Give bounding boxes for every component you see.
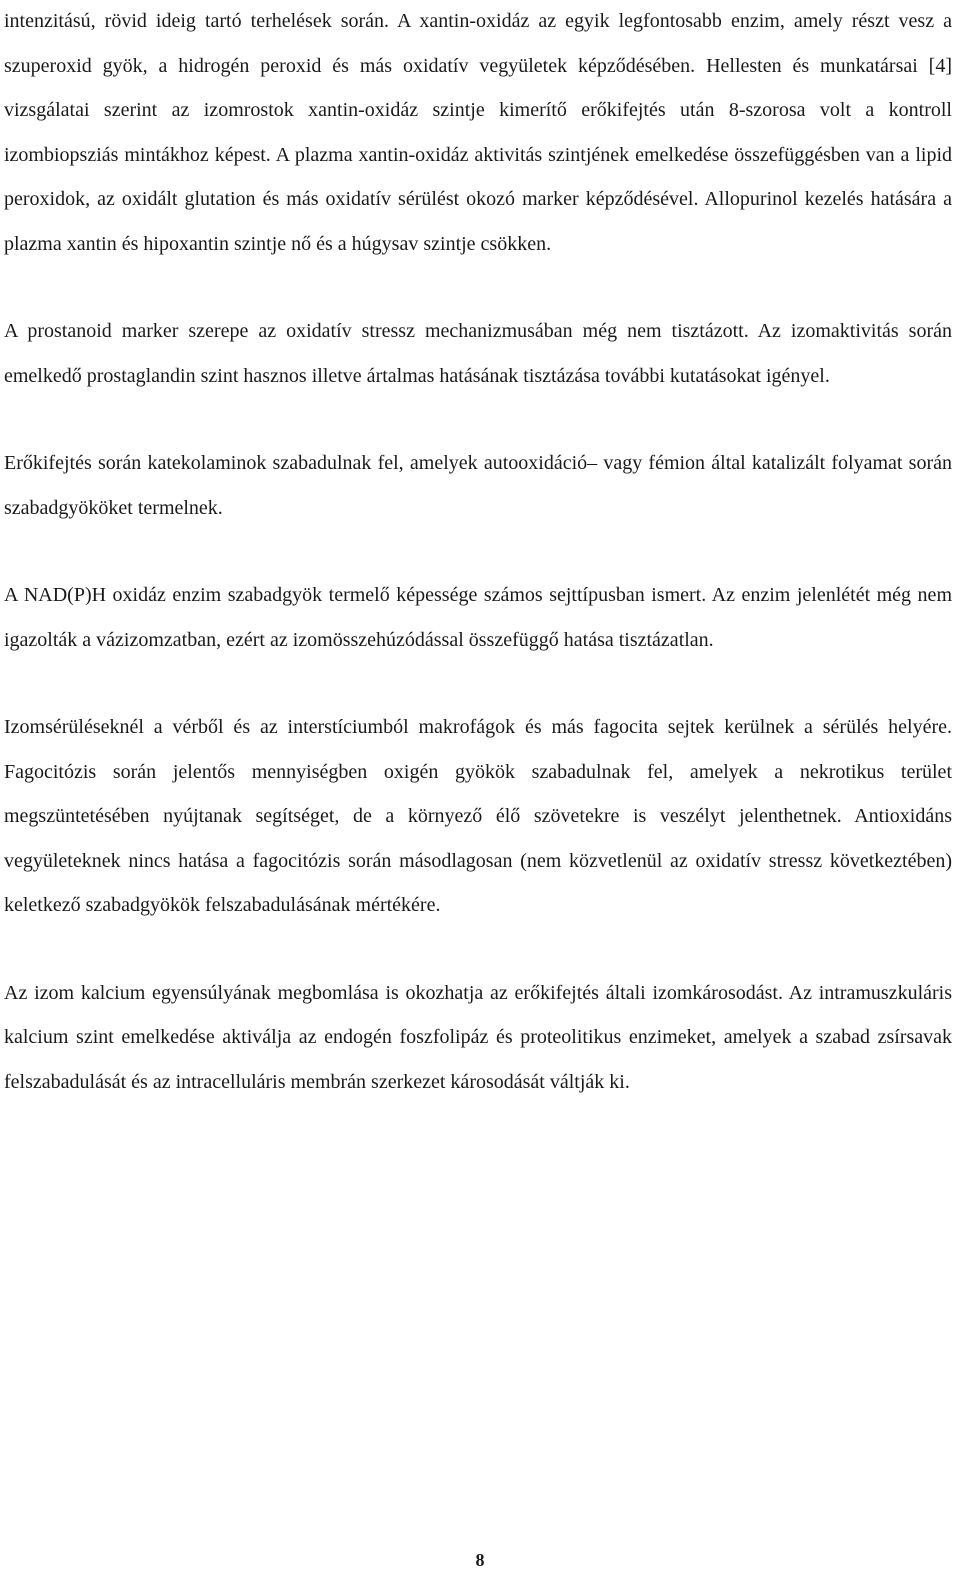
paragraph-gap <box>4 266 952 309</box>
paragraph-xanthine-oxidase: intenzitású, rövid ideig tartó terhelések során. A xantin-oxidáz az egyik legfontosabb enzim, amely részt vesz a szuperoxid gyök, a hidrogén peroxid és más oxidatív vegyületek képződésében. Hellesten és munkatársai [4] vizsgálatai szerint az izomrostok xantin-oxidáz szintje kimerítő erőkifejtés után 8-szorosa volt a kontroll izombiopsziás mintákhoz képest. A plazma xantin-oxidáz aktivitás szintjének emelkedése összefüggésben van a lipid peroxidok, az oxidált glutation és más oxidatív sérülést okozó marker képződésével. Allopurinol kezelés hatására a plazma xantin és hipoxantin szintje nő és a húgysav szintje csökken. <box>4 10 952 255</box>
paragraph-gap <box>4 662 952 705</box>
document-page <box>4 0 952 1104</box>
paragraph-catecholamines: Erőkifejtés során katekolaminok szabadulnak fel, amelyek autooxidáció– vagy fémion által katalizált folyamat során szabadgyököket termelnek. <box>4 452 952 519</box>
paragraph-gap <box>4 928 952 971</box>
paragraph-gap <box>4 398 952 441</box>
page-number: 8 <box>475 1550 485 1570</box>
paragraph-calcium: Az izom kalcium egyensúlyának megbomlása is okozhatja az erőkifejtés általi izomkárosodást. Az intramuszkuláris kalcium szint emelkedése aktiválja az endogén foszfolipáz és proteolitikus enzimeket, amelyek a szabad zsírsavak felszabadulását és az intracelluláris membrán szerkezet károsodását váltják ki. <box>4 981 952 1093</box>
paragraph-phagocytosis: Izomsérüléseknél a vérből és az interstíciumból makrofágok és más fagocita sejtek kerülnek a sérülés helyére. Fagocitózis során jelentős mennyiségben oxigén gyökök szabadulnak fel, amelyek a nekrotikus terület megszüntetésében nyújtanak segítséget, de a környező élő szövetekre is veszélyt jelenthetnek. Antioxidáns vegyületeknek nincs hatása a fagocitózis során másodlagosan (nem közvetlenül az oxidatív stressz következtében) keletkező szabadgyökök felszabadulásának mértékére. <box>4 716 952 916</box>
paragraph-gap <box>4 530 952 573</box>
paragraph-prostanoid: A prostanoid marker szerepe az oxidatív stressz mechanizmusában még nem tisztázott. Az izomaktivitás során emelkedő prostaglandin szint hasznos illetve ártalmas hatásának tisztázása további kutatásokat igényel. <box>4 320 952 387</box>
paragraph-nadph-oxidase: A NAD(P)H oxidáz enzim szabadgyök termelő képessége számos sejttípusban ismert. Az enzim jelenlétét még nem igazolták a vázizomzatban, ezért az izomösszehúzódással összefüggő hatása tisztázatlan. <box>4 584 952 651</box>
